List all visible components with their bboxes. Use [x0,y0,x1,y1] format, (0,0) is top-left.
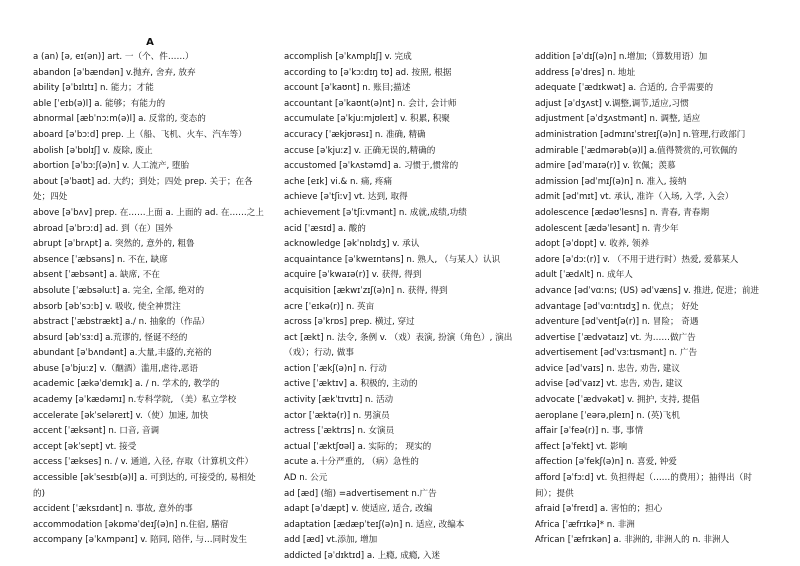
word-entry-line: accept [əkˈsept] vt. 接受 [33,441,137,452]
word-entry-line: academy [əˈkædəmɪ] n.专科学院, （美）私立学校 [33,395,237,406]
word-entry-line: 处；四处 [33,192,68,203]
word-entry-line: advance [ədˈvɑːns; (US) ədˈvæns] v. 推进, 促进；前进 [535,285,760,296]
word-entry-line: access [ˈækses] n. / v. 通道, 入径, 存取（计算机文件） [33,457,254,468]
word-entry-line: accident [ˈæksɪdənt] n. 事故, 意外的事 [33,504,193,515]
word-entry-line: accountant [əˈkaʊnt(ə)nt] n. 会计, 会计师 [284,98,457,109]
word-entry-line: account [əˈkaʊnt] n. 账目;描述 [284,83,411,94]
word-column-2 [284,50,522,565]
word-entry-line: adequate [ˈædɪkwət] a. 合适的, 合乎需要的 [535,83,714,94]
word-entry-line: aeroplane [ˈeərə,pleɪn] n. (英)飞机 [535,410,680,421]
word-entry-line: abortion [əˈbɔːʃ(ə)n] v. 人工流产, 堕胎 [33,161,190,172]
word-entry-line: ache [eɪk] vi.& n. 痛, 疼痛 [284,176,393,187]
word-entry-line: AD n. 公元 [284,473,328,484]
word-entry-line: advertise [ˈædvətaɪz] vt. 为……做广告 [535,332,696,343]
word-entry-line: accustomed [əˈkʌstəmd] a. 习惯于,惯常的 [284,161,459,172]
word-entry-line: accompany [əˈkʌmpənɪ] v. 陪同, 陪伴, 与…同时发生 [33,535,247,546]
word-entry-line: accelerate [əkˈseləreɪt] v.（使）加速, 加快 [33,410,209,421]
word-entry-line: abolish [əˈbɒlɪʃ] v. 废除, 废止 [33,145,153,156]
word-entry-line: adult [ˈædʌlt] n. 成年人 [535,270,633,281]
word-entry-line: advice [ədˈvaɪs] n. 忠告, 劝告, 建议 [535,363,680,374]
word-entry-line: addition [əˈdɪʃ(ə)n] n.增加;（算数用语）加 [535,52,708,62]
word-entry-line: across [əˈkrɒs] prep. 横过, 穿过 [284,317,415,328]
word-entry-line: 间）；提供 [535,488,574,499]
word-entry-line: act [ækt] n. 法令, 条例 v. （戏）表演, 扮演（角色）, 演出 [284,332,513,343]
word-entry-line: （戏）；行动, 做事 [284,348,354,359]
word-entry-line: above [əˈbʌv] prep. 在……上面 a. 上面的 ad. 在……之上 [33,207,264,218]
word-entry-line: acquire [əˈkwaɪə(r)] v. 获得, 得到 [284,270,422,281]
word-entry-line: ability [əˈbɪlɪtɪ] n. 能力；才能 [33,83,154,94]
word-entry-line: abundant [əˈbʌndənt] a.大量,丰盛的,充裕的 [33,348,212,359]
word-entry-line: admirable [ˈædmərəb(ə)l] a.值得赞赏的,可钦佩的 [535,145,738,156]
word-entry-line: achieve [əˈtʃiːv] vt. 达到, 取得 [284,192,408,203]
word-column-3 [535,50,773,549]
word-entry-line: acknowledge [əkˈnɒlɪdʒ] v. 承认 [284,239,420,250]
word-entry-line: admit [ədˈmɪt] vt. 承认, 准许（入场, 入学, 入会） [535,192,734,203]
word-entry-line: adventure [ədˈventʃə(r)] n. 冒险； 奇遇 [535,317,699,328]
word-entry-line: action [ˈækʃ(ə)n] n. 行动 [284,363,387,374]
word-entry-line: affection [əˈfekʃ(ə)n] n. 喜爱, 钟爱 [535,457,677,468]
word-entry-line: adolescent [ædəˈlesənt] n. 青少年 [535,223,679,234]
word-entry-line: absence [ˈæbsəns] n. 不在, 缺席 [33,254,168,265]
word-entry-line: adjust [əˈdʒʌst] v.调整,调节,适应,习惯 [535,98,689,109]
word-entry-line: about [əˈbaʊt] ad. 大约；到处；四处 prep. 关于；在各 [33,176,253,187]
word-entry-line: African [ˈæfrɪkən] a. 非洲的, 非洲人的 n. 非洲人 [535,535,730,546]
word-entry-line: absolute [ˈæbsəluːt] a. 完全, 全部, 绝对的 [33,285,205,296]
word-entry-line: affair [əˈfeə(r)] n. 事, 事情 [535,426,644,437]
word-entry-line: absurd [əbˈsɜːd] a.荒谬的, 怪诞不经的 [33,332,188,343]
word-entry-line: achievement [əˈtʃiːvmənt] n. 成就,成绩,功绩 [284,207,467,218]
word-entry-line: accommodation [əkɒməˈdeɪʃ(ə)n] n.住宿, 膳宿 [33,519,229,530]
word-entry-line: address [əˈdres] n. 地址 [535,67,636,78]
section-heading: A [146,37,154,48]
word-entry-line: a (an) [ə, eɪ(ən)] art. 一（个、件……） [33,52,194,62]
word-entry-line: advise [ədˈvaɪz] vt. 忠告, 劝告, 建议 [535,379,683,390]
word-entry-line: actual [ˈæktʃʊəl] a. 实际的； 现实的 [284,441,432,452]
word-entry-line: 的) [33,488,45,499]
word-entry-line: abnormal [æbˈnɔːm(ə)l] a. 反常的, 变态的 [33,114,206,125]
word-entry-line: abstract [ˈæbstrækt] a./ n. 抽象的（作品） [33,317,210,328]
word-entry-line: able [ˈeɪb(ə)l] a. 能够；有能力的 [33,98,166,109]
word-entry-line: acquaintance [əˈkweɪntəns] n. 熟人, （与某人）认识 [284,254,501,265]
word-entry-line: adaptation [ædæpˈteɪʃ(ə)n] n. 适应, 改编本 [284,519,465,530]
word-entry-line: absent [ˈæbsənt] a. 缺席, 不在 [33,270,160,281]
word-entry-line: adjustment [əˈdʒʌstmənt] n. 调整, 适应 [535,114,701,125]
word-entry-line: Africa [ˈæfrɪkə]* n. 非洲 [535,519,635,530]
word-entry-line: accent [ˈæksənt] n. 口音, 音调 [33,426,160,437]
word-entry-line: adolescence [ædəʊˈlesns] n. 青春, 青春期 [535,207,710,218]
word-entry-line: advocate [ˈædvəkət] v. 拥护, 支持, 提倡 [535,395,700,406]
word-entry-line: accessible [əkˈsesɪb(ə)l] a. 可到达的, 可接受的, 易相处 [33,473,256,484]
word-entry-line: afraid [əˈfreɪd] a. 害怕的；担心 [535,504,663,515]
word-entry-line: ad [æd] (缩) =advertisement n.广告 [284,488,437,499]
word-entry-line: academic [ækəˈdemɪk] a. / n. 学术的, 教学的 [33,379,220,390]
word-entry-line: acquisition [ækwɪˈzɪʃ(ə)n] n. 获得, 得到 [284,285,448,296]
word-entry-line: active [ˈæktɪv] a. 积极的, 主动的 [284,379,418,390]
word-entry-line: actor [ˈæktə(r)] n. 男演员 [284,410,390,421]
word-entry-line: add [æd] vt.添加, 增加 [284,535,378,546]
word-entry-line: afford [əˈfɔːd] vt. 负担得起（……的费用）；抽得出（时 [535,473,752,484]
word-entry-line: adore [əˈdɔː(r)] v. （不用于进行时）热爱, 爱慕某人 [535,254,739,265]
word-entry-line: accumulate [əˈkjuːmjʊleɪt] v. 积累, 积聚 [284,114,450,125]
word-entry-line: acid [ˈæsɪd] a. 酸的 [284,223,366,234]
word-entry-line: abuse [əˈbjuːz] v.（酗酒）滥用,虐待,恶语 [33,363,198,374]
word-entry-line: admission [ədˈmɪʃ(ə)n] n. 准入, 接纳 [535,176,687,187]
word-entry-line: absorb [əbˈsɔːb] v. 吸收, 使全神贯注 [33,301,181,312]
word-column-1 [33,50,271,549]
word-entry-line: actress [ˈæktrɪs] n. 女演员 [284,426,395,437]
word-entry-line: addicted [əˈdɪktɪd] a. 上瘾, 成瘾, 入迷 [284,551,441,561]
word-entry-line: acute a.十分严重的, （病）急性的 [284,457,419,468]
word-entry-line: affect [əˈfekt] vt. 影响 [535,441,628,452]
word-entry-line: advantage [ədˈvɑːntɪdʒ] n. 优点； 好处 [535,301,699,312]
word-entry-line: accuse [əˈkjuːz] v. 正确无误的,精确的 [284,145,436,156]
word-entry-line: activity [ækˈtɪvɪtɪ] n. 活动 [284,395,394,406]
word-entry-line: aboard [əˈbɔːd] prep. 上（船、飞机、火车、汽车等） [33,129,247,140]
word-entry-line: advertisement [ədˈvɜːtɪsmənt] n. 广告 [535,348,698,359]
word-entry-line: accuracy [ˈækjʊrəsɪ] n. 准确, 精确 [284,129,426,140]
word-entry-line: adopt [əˈdɒpt] v. 收养, 领养 [535,239,650,250]
word-entry-line: abandon [əˈbændən] v.抛弃, 舍弃, 放弃 [33,67,196,78]
word-entry-line: abrupt [əˈbrʌpt] a. 突然的, 意外的, 粗鲁 [33,239,195,250]
word-entry-line: administration [ədmɪnɪˈstreɪʃ(ə)n] n.管理,行政部门 [535,129,746,140]
word-entry-line: abroad [əˈbrɔːd] ad. 到（在）国外 [33,223,173,234]
word-entry-line: adapt [əˈdæpt] v. 使适应, 适合, 改编 [284,504,433,515]
word-entry-line: acre [ˈeɪkə(r)] n. 英亩 [284,301,375,312]
word-entry-line: according to [əˈkɔːdɪŋ tʊ] ad. 按照, 根据 [284,67,452,78]
word-entry-line: accomplish [əˈkʌmplɪʃ] v. 完成 [284,52,412,62]
word-entry-line: admire [ədˈmaɪə(r)] v. 钦佩；羡慕 [535,161,676,172]
